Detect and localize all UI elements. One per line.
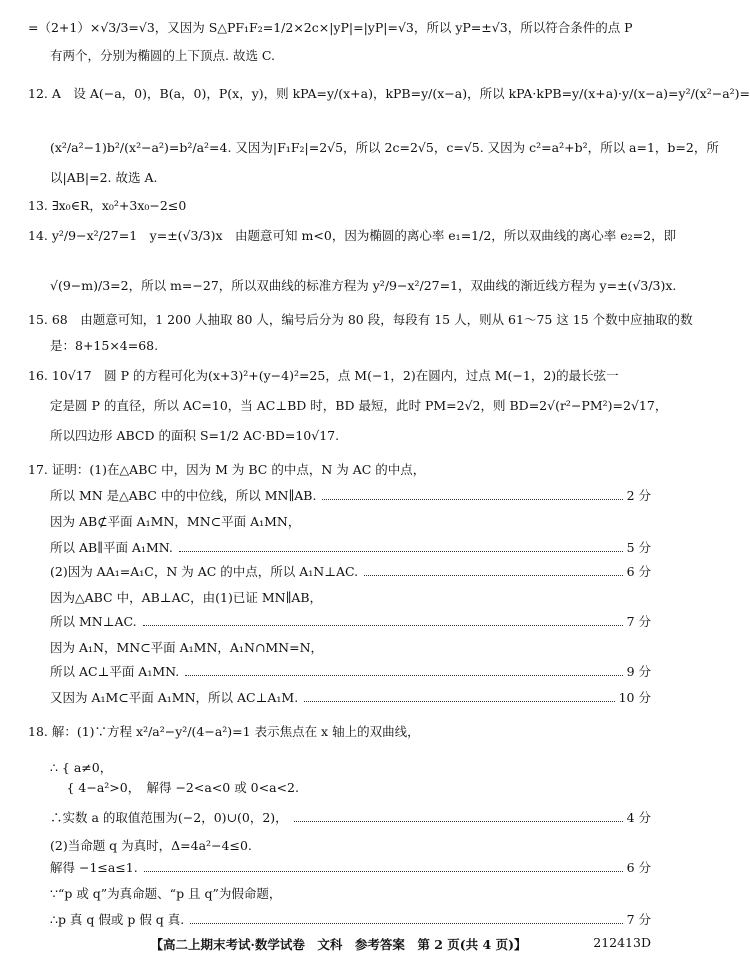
score-label: 10 分 <box>618 690 651 705</box>
text-line <box>50 884 651 904</box>
line-text: 12. A 设 A(−a，0)，B(a，0)，P(x，y)，则 kPA=y/(x+a)，kPB=y/(x−a)，所以 kPA·kPB=y/(x+a)·y/(x−a)=y²/(x²−a²)= <box>28 86 750 101</box>
leader-dots <box>322 499 622 500</box>
score-label: 6 分 <box>626 564 651 579</box>
line-text: ∴ { a≠0， <box>50 760 113 775</box>
line-text: 因为 A₁N，MN⊂平面 A₁MN，A₁N∩MN=N， <box>50 640 324 655</box>
line-text: 解得 −1≤a≤1. <box>50 860 138 875</box>
text-line <box>50 910 651 930</box>
leader-dots <box>185 675 622 676</box>
text-line <box>50 562 651 582</box>
text-line <box>50 858 651 878</box>
score-label: 2 分 <box>626 488 651 503</box>
line-text: ∴实数 a 的取值范围为(−2，0)∪(0，2)， <box>50 810 288 825</box>
line-text: 18. 解：(1)∵方程 x²/a²−y²/(4−a²)=1 表示焦点在 x 轴上的双曲线， <box>28 724 420 739</box>
text-line <box>50 778 651 798</box>
text-line <box>50 688 651 708</box>
score-label: 7 分 <box>626 614 651 629</box>
leader-dots <box>364 575 622 576</box>
footer-code: 212413D <box>593 935 651 950</box>
text-line <box>28 84 750 104</box>
line-text: 所以 MN 是△ABC 中的中位线，所以 MN∥AB. <box>50 488 317 503</box>
text-line <box>50 336 651 356</box>
line-text: 因为 AB⊄平面 A₁MN，MN⊂平面 A₁MN， <box>50 514 301 529</box>
line-text: 所以 AC⊥平面 A₁MN. <box>50 664 180 679</box>
score-label: 5 分 <box>626 540 651 555</box>
text-line <box>50 396 668 416</box>
text-line <box>28 722 651 742</box>
text-line <box>50 138 719 158</box>
text-line <box>50 486 651 506</box>
score-label: 7 分 <box>626 912 651 927</box>
line-text: (2)因为 AA₁=A₁C，N 为 AC 的中点，所以 A₁N⊥AC. <box>50 564 359 579</box>
line-text: 15. 68 由题意可知，1 200 人抽取 80 人，编号后分为 80 段，每段有 15 人，则从 61～75 这 15 个数中应抽取的数 <box>28 312 693 327</box>
text-line <box>28 460 651 480</box>
line-text: 14. y²/9−x²/27=1 y=±(√3/3)x 由题意可知 m<0，因为椭圆的离心率 e₁=1/2，所以双曲线的离心率 e₂=2，即 <box>28 228 677 243</box>
footer-title: 【高二上期末考试·数学试卷 文科 参考答案 第 2 页(共 4 页)】 <box>150 937 527 952</box>
text-line <box>50 538 651 558</box>
line-text: 13. ∃x₀∈R，x₀²+3x₀−2≤0 <box>28 198 187 213</box>
text-line <box>28 226 677 246</box>
line-text: 16. 10√17 圆 P 的方程可化为(x+3)²+(y−4)²=25，点 M(−1，2)在圆内，过点 M(−1，2)的最长弦一 <box>28 368 619 383</box>
text-line <box>28 310 693 330</box>
leader-dots <box>144 871 623 872</box>
text-line <box>50 588 651 608</box>
line-text: 所以 AB∥平面 A₁MN. <box>50 540 173 555</box>
line-text: 是：8+15×4=68. <box>50 338 159 353</box>
line-text: 因为△ABC 中，AB⊥AC，由(1)已证 MN∥AB， <box>50 590 323 605</box>
leader-dots <box>190 923 622 924</box>
line-text: ∴p 真 q 假或 p 假 q 真. <box>50 912 185 927</box>
line-text: (2)当命题 q 为真时，Δ=4a²−4≤0. <box>50 838 252 853</box>
line-text: { 4−a²>0， 解得 −2<a<0 或 0<a<2. <box>50 780 299 795</box>
line-text: 以|AB|=2. 故选 A. <box>50 170 158 185</box>
text-line <box>50 662 651 682</box>
text-line <box>50 512 651 532</box>
text-line <box>28 196 651 216</box>
line-text: 有两个，分别为椭圆的上下顶点. 故选 C. <box>50 48 276 63</box>
text-line <box>50 808 651 828</box>
score-label: 6 分 <box>626 860 651 875</box>
text-line <box>50 638 651 658</box>
text-line <box>50 276 677 296</box>
score-label: 9 分 <box>626 664 651 679</box>
line-text: ∵“p 或 q”为真命题、“p 且 q”为假命题， <box>50 886 282 901</box>
leader-dots <box>179 551 623 552</box>
text-line <box>50 836 651 856</box>
line-text: 17. 证明：(1)在△ABC 中，因为 M 为 BC 的中点，N 为 AC 的中点， <box>28 462 426 477</box>
score-label: 4 分 <box>626 810 651 825</box>
line-text: 所以四边形 ABCD 的面积 S=1/2 AC·BD=10√17. <box>50 428 340 443</box>
line-text: (x²/a²−1)b²/(x²−a²)=b²/a²=4. 又因为|F₁F₂|=2√5，所以 2c=2√5，c=√5. 又因为 c²=a²+b²，所以 a=1，b=2，所 <box>50 140 719 155</box>
text-line <box>50 612 651 632</box>
leader-dots <box>294 821 623 822</box>
text-line <box>50 46 651 66</box>
line-text: √(9−m)/3=2，所以 m=−27，所以双曲线的标准方程为 y²/9−x²/27=1，双曲线的渐近线方程为 y=±(√3/3)x. <box>50 278 677 293</box>
text-line <box>50 758 651 778</box>
line-text: 所以 MN⊥AC. <box>50 614 137 629</box>
leader-dots <box>304 701 614 702</box>
line-text: 定是圆 P 的直径，所以 AC=10，当 AC⊥BD 时，BD 最短，此时 PM=2√2，则 BD=2√(r²−PM²)=2√17， <box>50 398 668 413</box>
line-text: =（2+1）×√3/3=√3，又因为 S△PF₁F₂=1/2×2c×|yP|=|yP|=√3，所以 yP=±√3，所以符合条件的点 P <box>28 20 633 35</box>
leader-dots <box>143 625 623 626</box>
text-line <box>28 18 651 38</box>
text-line <box>28 366 651 386</box>
line-text: 又因为 A₁M⊂平面 A₁MN，所以 AC⊥A₁M. <box>50 690 299 705</box>
page-footer <box>0 935 677 955</box>
text-line <box>50 168 651 188</box>
text-line <box>50 426 651 446</box>
